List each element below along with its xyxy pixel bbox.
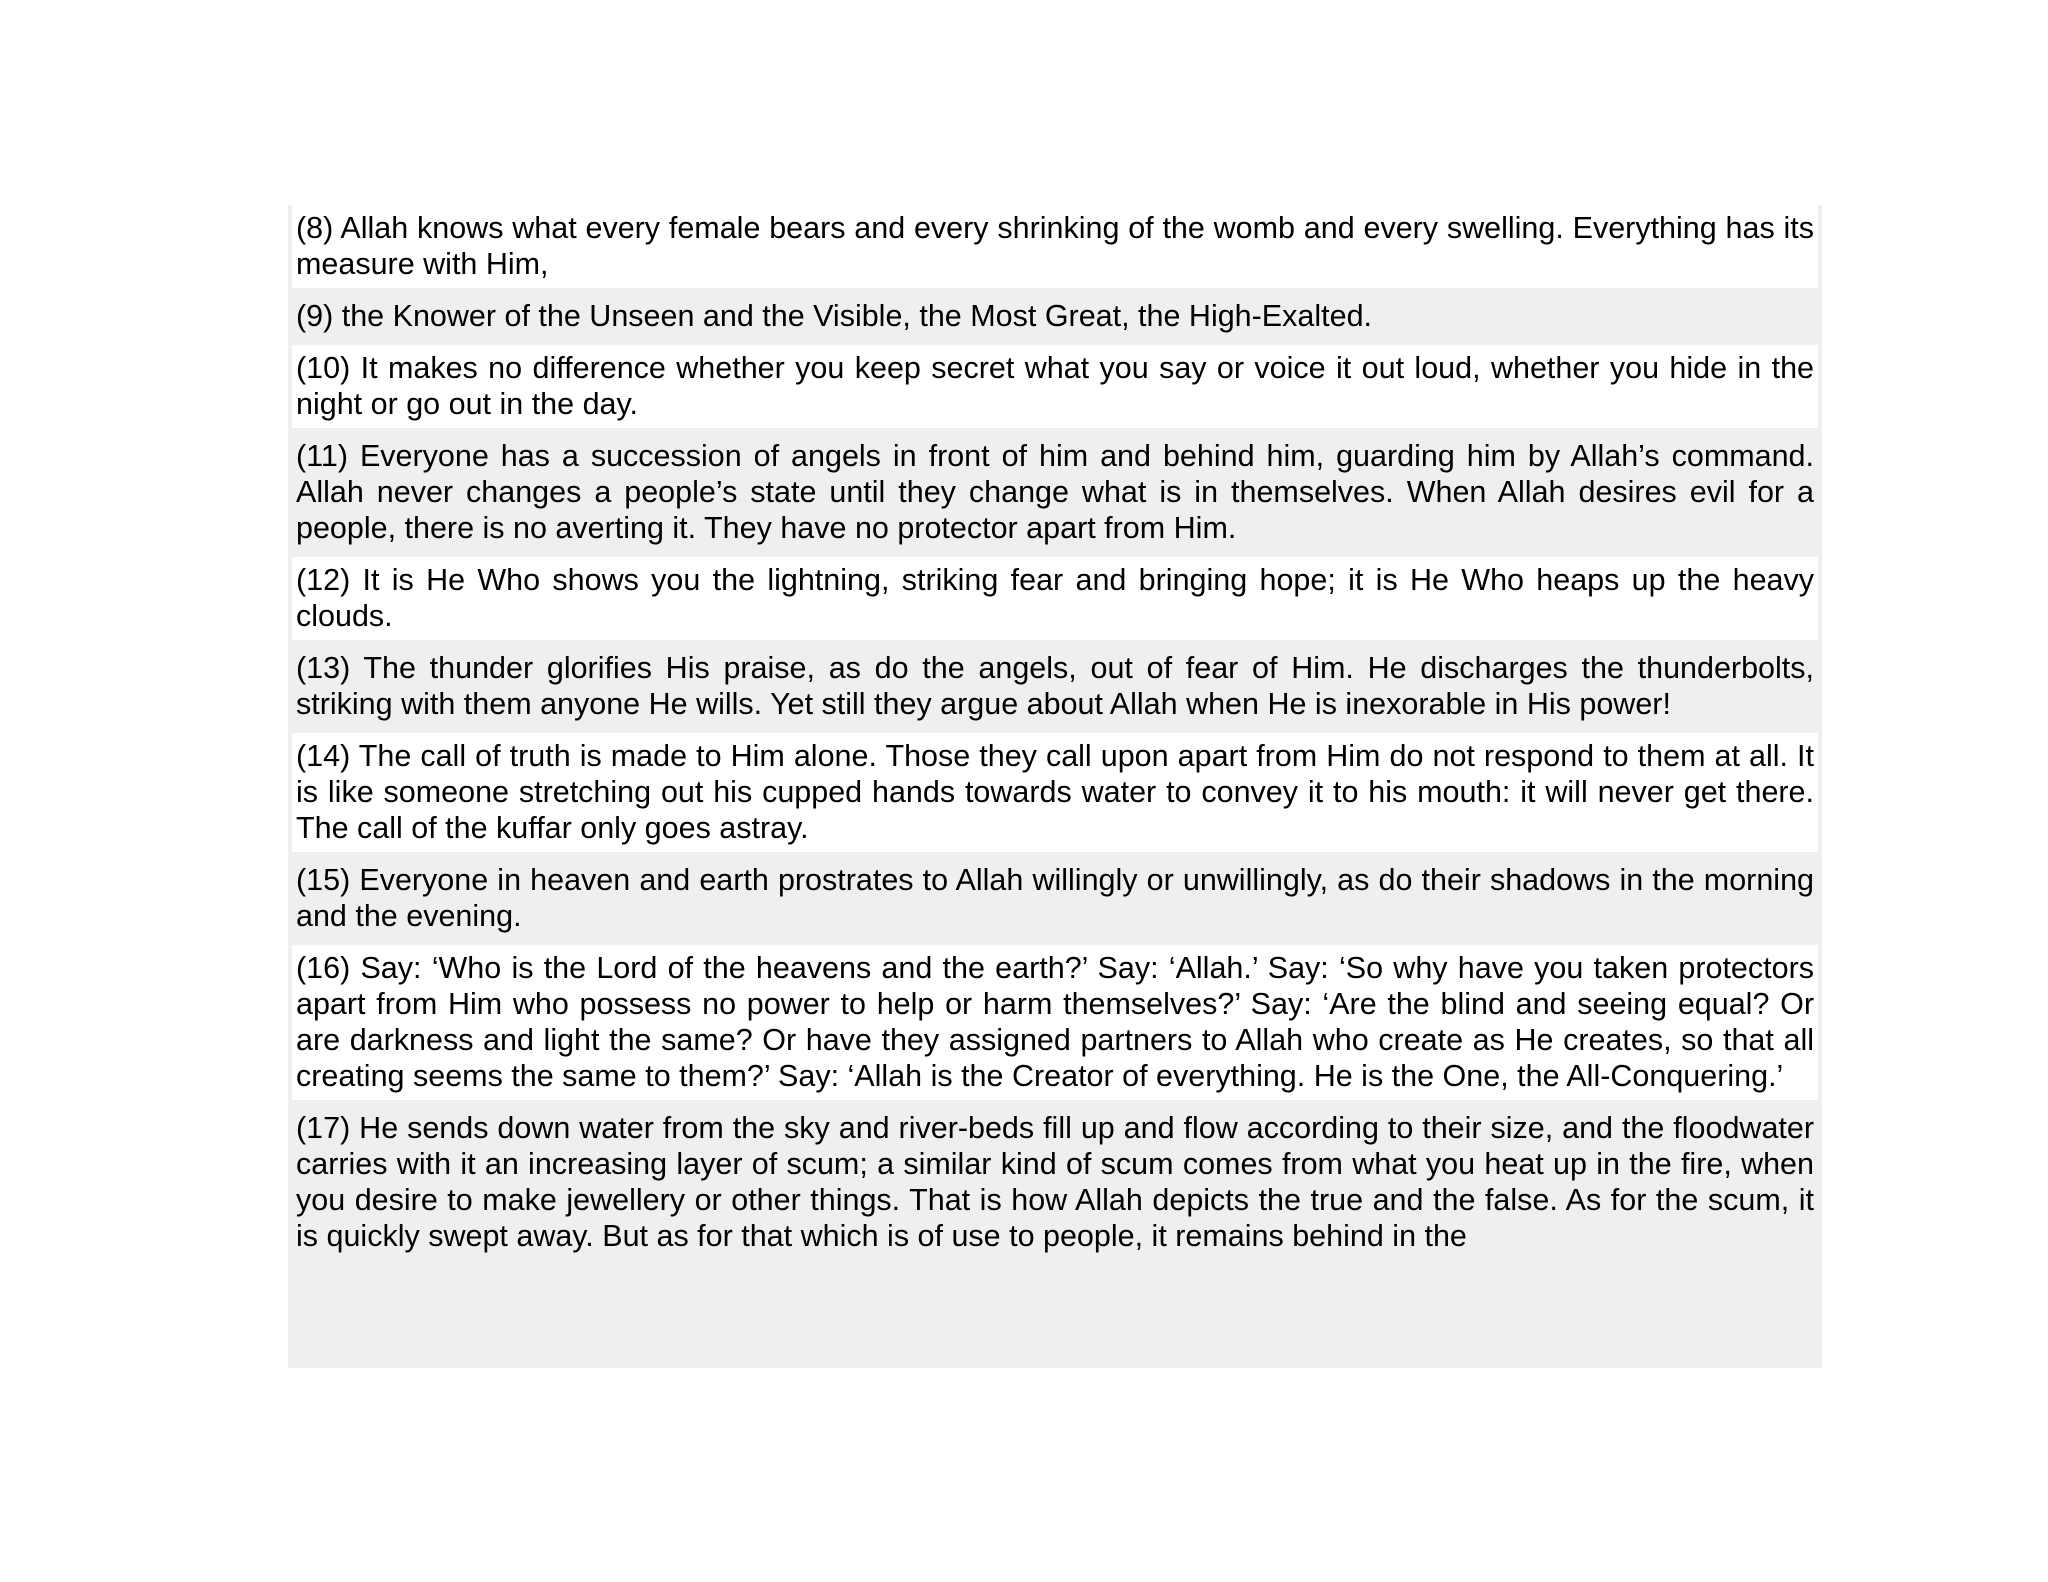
verse-17: (17) He sends down water from the sky and river-beds fill up and flow according to their size, and the floodwater carries with it an increasing layer of scum; a similar kind of scum comes from what you heat up in the fire, when you desire to make jewellery or other things. That is how Allah depicts the true and the false. As for the scum, it is quickly swept away. But as for that which is of use to people, it remains behind in the bbox=[292, 1105, 1818, 1265]
verse-11: (11) Everyone has a succession of angels in front of him and behind him, guarding him by Allah’s command. Allah never changes a people’s state until they change what is in themselves. When Allah desires evil for a people, there is no averting it. They have no protector apart from Him. bbox=[292, 433, 1818, 557]
verse-14: (14) The call of truth is made to Him alone. Those they call upon apart from Him do not respond to them at all. It is like someone stretching out his cupped hands towards water to convey it to his mouth: it will never get there. The call of the kuffar only goes astray. bbox=[292, 733, 1818, 857]
verse-9: (9) the Knower of the Unseen and the Visible, the Most Great, the High-Exalted. bbox=[292, 293, 1818, 345]
verse-12: (12) It is He Who shows you the lightning, striking fear and bringing hope; it is He Who heaps up the heavy clouds. bbox=[292, 557, 1818, 645]
verse-16: (16) Say: ‘Who is the Lord of the heavens and the earth?’ Say: ‘Allah.’ Say: ‘So why have you taken protectors apart from Him who possess no power to help or harm themselves?’ Say: ‘Are the blind and seeing equal? Or are darkness and light the same? Or have they assigned partners to Allah who create as He creates, so that all creating seems the same to them?’ Say: ‘Allah is the Creator of everything. He is the One, the All-Conquering.’ bbox=[292, 945, 1818, 1105]
verse-table bbox=[288, 205, 1822, 1368]
verse-10: (10) It makes no difference whether you keep secret what you say or voice it out loud, whether you hide in the night or go out in the day. bbox=[292, 345, 1818, 433]
verse-13: (13) The thunder glorifies His praise, as do the angels, out of fear of Him. He discharges the thunderbolts, striking with them anyone He wills. Yet still they argue about Allah when He is inexorable in His power! bbox=[292, 645, 1818, 733]
verse-8: (8) Allah knows what every female bears and every shrinking of the womb and every swelling. Everything has its measure with Him, bbox=[292, 205, 1818, 293]
verse-15: (15) Everyone in heaven and earth prostrates to Allah willingly or unwillingly, as do their shadows in the morning and the evening. bbox=[292, 857, 1818, 945]
